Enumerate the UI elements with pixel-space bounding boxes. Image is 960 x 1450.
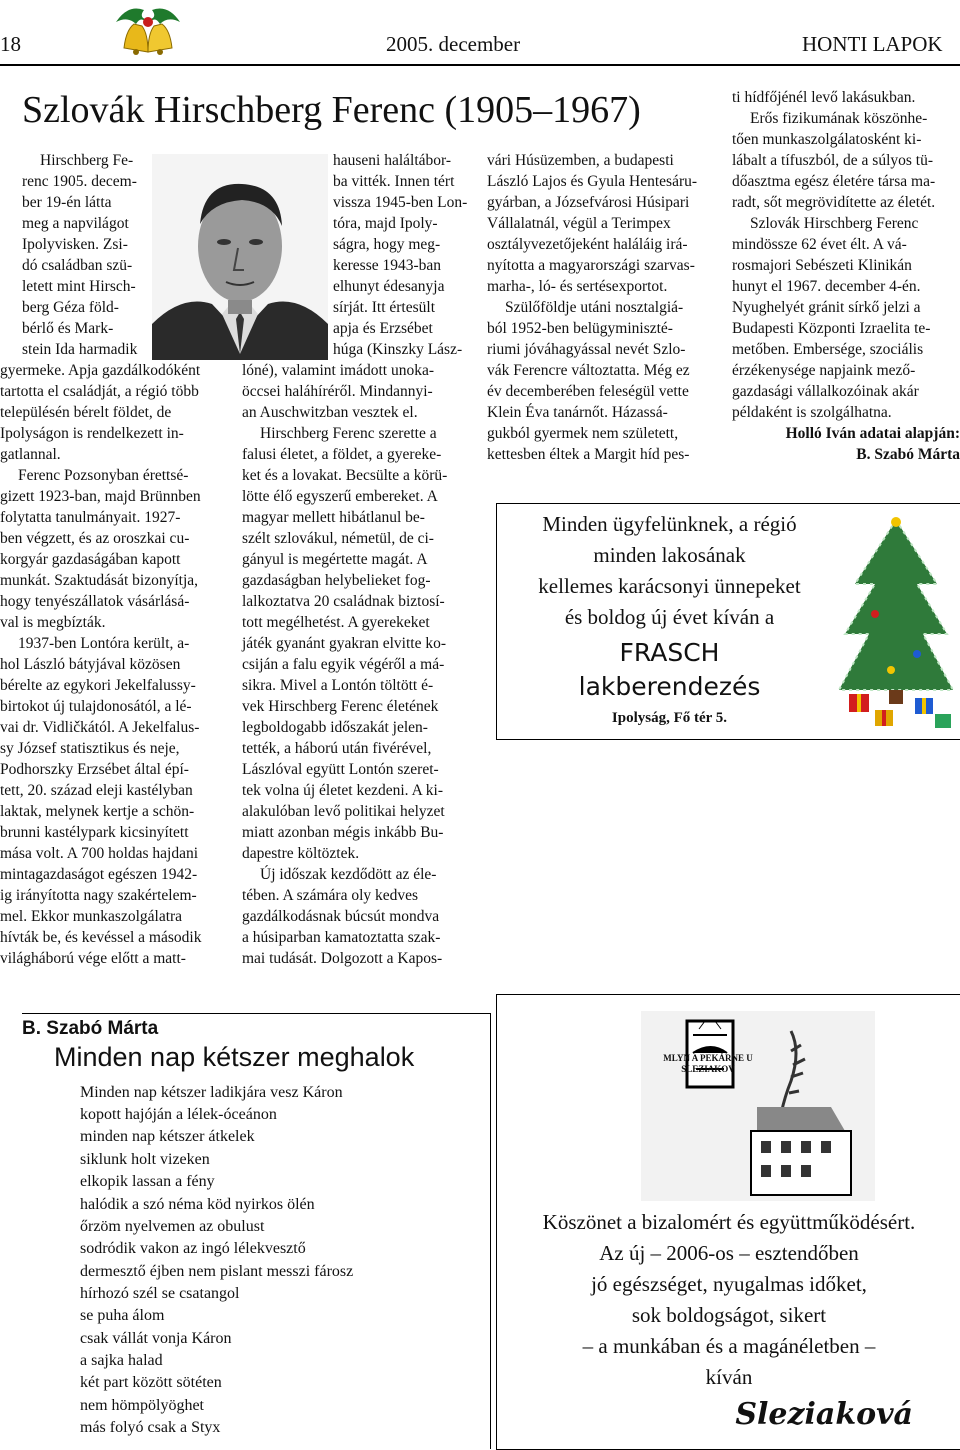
text-line: mintagazdaságot egészen 1942- xyxy=(0,866,198,883)
text-line: stein Ida harmadik xyxy=(22,341,138,358)
ad-text-line: kíván xyxy=(705,1365,753,1389)
text-line: lábalt a tífuszból, de a súlyos tü- xyxy=(732,152,934,169)
text-line: érzékenysége napjaink mező- xyxy=(732,362,916,379)
text-line: sikra. Mivel a Lontón töltött é- xyxy=(242,677,434,694)
article-col2-top xyxy=(333,150,473,360)
poem-box xyxy=(22,1013,491,1449)
text-line: szélt szlovákul, németül, de ci- xyxy=(242,530,434,547)
publication-name: HONTI LAPOK xyxy=(802,32,943,56)
text-line: csiján a falu egyik végéről a má- xyxy=(242,656,445,673)
text-line: gukból gyermek nem született, xyxy=(487,425,679,442)
text-line: világháború vége előtt a matt- xyxy=(0,950,186,967)
christmas-tree-icon xyxy=(835,514,957,732)
poem-line: nem hömpölyöghet xyxy=(80,1397,204,1414)
text-line: elhunyt édesanyja xyxy=(333,278,445,295)
ad-text-line: Az új – 2006-os – esztendőben xyxy=(599,1241,859,1265)
text-line: sírját. Itt értesült xyxy=(333,299,436,316)
text-line: metőben. Embersége, szociális xyxy=(732,341,924,358)
poem-line: elkopik lassan a fény xyxy=(80,1173,215,1190)
article-col4 xyxy=(732,87,960,465)
poem-line: csak vállát vonja Káron xyxy=(80,1330,232,1347)
text-line: településén bérelt földet, de xyxy=(0,404,172,421)
text-line: meg a napvilágot xyxy=(22,215,129,232)
poem-line: kopott hajóján a lélek-óceánon xyxy=(80,1106,277,1123)
text-line: radt, sőt megrövidítette az életét. xyxy=(732,194,936,211)
text-line: gazdasági vállalkozóinak akár xyxy=(732,383,919,400)
text-line: tóra, majd Ipoly- xyxy=(333,215,438,232)
text-line: gazdálkodásnak búcsút mondva xyxy=(242,908,440,925)
text-line: tében. A számára oly kedves xyxy=(242,887,419,904)
text-line: hívták be, és kevéssel a második xyxy=(0,929,202,946)
frasch-name: FRASCH xyxy=(619,638,720,667)
text-line: legboldogabb időszakát jelen- xyxy=(242,719,428,736)
text-line: gizett 1923-ban, majd Brünnben xyxy=(0,488,201,505)
text-line: hauseni haláltábor- xyxy=(333,152,452,169)
text-line: Ipolyvisken. Zsi- xyxy=(22,236,128,253)
ad-text-line: és boldog új évet kíván a xyxy=(564,605,775,629)
text-line: tően munkaszolgálatosként ki- xyxy=(732,131,922,148)
text-line: ságra, hogy meg- xyxy=(333,236,441,253)
ad-text-line: sok boldogságot, sikert xyxy=(631,1303,827,1327)
text-line: vek Hirschberg Ferenc életének xyxy=(242,698,439,715)
ad-text-line: jó egészséget, nyugalmas időket, xyxy=(591,1272,867,1296)
poem-line: a sajka halad xyxy=(80,1352,163,1369)
poem-line: siklunk holt vizeken xyxy=(80,1151,210,1168)
text-line: tott megélhetést. A gyerekeket xyxy=(242,614,430,631)
text-line: falusi életet, a földet, a gyereke- xyxy=(242,446,442,463)
text-line: hunyt el 1967. december 4-én. xyxy=(732,278,921,295)
text-line: 1937-ben Lontóra került, a- xyxy=(18,635,190,652)
text-line: ig irányította nagy szakértelem- xyxy=(0,887,197,904)
issue-date: 2005. december xyxy=(386,32,521,56)
text-line: Nyughelyét gránit sírkő jelzi a xyxy=(732,299,921,316)
ad-text-line: Minden ügyfelünknek, a régió xyxy=(542,512,797,536)
text-line: játék gyanánt gyakran elvitte ko- xyxy=(242,635,447,652)
text-line: Hirschberg Ferenc szerette a xyxy=(260,425,437,442)
text-line: vai dr. Vidličkától. A Jekelfalus- xyxy=(0,719,200,736)
bakery-logo-image xyxy=(641,1011,875,1201)
article-col1-bottom xyxy=(0,360,232,969)
text-line: mindössze 62 évet élt. A vá- xyxy=(732,236,907,253)
text-line: lötte élő egyszerű embereket. A xyxy=(242,488,438,505)
page-number: 18 xyxy=(0,32,21,56)
text-line: vák Ferencre változtatta. Még ez xyxy=(487,362,690,379)
text-line: alakulóban levő politikai helyzet xyxy=(242,803,445,820)
text-line: kettesben éltek a Margit híd pes- xyxy=(487,446,690,463)
article-source: Holló Iván adatai alapján: xyxy=(785,425,960,442)
text-line: korgyár gazdaságában kapott xyxy=(0,551,181,568)
signature: Sleziaková xyxy=(735,1397,913,1432)
text-line: hol László bátyjával közösen xyxy=(0,656,181,673)
poem-line: hírhozó szél se csatangol xyxy=(80,1285,240,1302)
text-line: Budapesti Központi Izraelita te- xyxy=(732,320,931,337)
ad-text-line: Köszönet a bizalomért és együttműködésért. xyxy=(542,1210,916,1234)
text-line: ber 19-én látta xyxy=(22,194,112,211)
text-line: lóné), valamint imádott unoka- xyxy=(242,362,434,379)
text-line: miatt azonban mégis inkább Bu- xyxy=(242,824,444,841)
text-line: munkát. Szaktudását bizonyítja, xyxy=(0,572,199,589)
text-line: sy József statisztikus és neje, xyxy=(0,740,180,757)
text-line: Vállalatnál, végül a Terimpex xyxy=(487,215,671,232)
text-line: Ferenc Pozsonyban érettsé- xyxy=(18,467,189,484)
text-line: Klein Éva tanárnőt. Házassá- xyxy=(487,404,668,421)
text-line: dapestre költöztek. xyxy=(242,845,360,862)
poem-title: Minden nap kétszer meghalok xyxy=(54,1042,415,1072)
frasch-subtitle: lakberendezés xyxy=(578,672,761,701)
text-line: folytatta tanulmányait. 1927- xyxy=(0,509,181,526)
text-line: Szülőföldje utáni nosztalgiá- xyxy=(505,299,684,316)
poem-line: halódik a szó néma köd nyirkos ölén xyxy=(80,1196,315,1213)
text-line: gyermeke. Apja gazdálkodóként xyxy=(0,362,201,379)
poem-line: más folyó csak a Styx xyxy=(80,1419,221,1436)
text-line: letett mint Hirsch- xyxy=(22,278,136,295)
frasch-address: Ipolyság, Fő tér 5. xyxy=(611,710,728,726)
frasch-ad xyxy=(496,503,960,740)
text-line: tek volna új életet kezdeni. A ki- xyxy=(242,782,444,799)
text-line: Erős fizikumának köszönhe- xyxy=(750,110,928,127)
article-title: Szlovák Hirschberg Ferenc (1905–1967) xyxy=(22,89,641,131)
christmas-bells-icon xyxy=(108,2,188,62)
text-line: vári Húsüzemben, a budapesti xyxy=(487,152,674,169)
text-line: birtokot új tulajdonosától, a lé- xyxy=(0,698,192,715)
text-line: gyárban, a Józsefvárosi Húsipari xyxy=(487,194,690,211)
text-line: dó családban szü- xyxy=(22,257,133,274)
poem-line: őrzöm nyelvemen az obulust xyxy=(80,1218,265,1235)
text-line: tett, 20. század eleji kastélyban xyxy=(0,782,193,799)
portrait-photo xyxy=(152,154,328,360)
poem-line: se puha álom xyxy=(80,1307,165,1324)
text-line: tartotta el családját, a régió több xyxy=(0,383,199,400)
text-line: brunni kastélypark kicsinyített xyxy=(0,824,189,841)
text-line: ket és a lovakat. Becsülte a körü- xyxy=(242,467,448,484)
text-line: gányul is megértette magát. A xyxy=(242,551,428,568)
text-line: apja és Erzsébet xyxy=(333,320,433,337)
text-line: rosmajori Sebészeti Klinikán xyxy=(732,257,912,274)
poem-line: dermesztő éjben nem pislant messzi fárosz xyxy=(80,1263,354,1280)
text-line: példaként is szolgálhatna. xyxy=(732,404,892,421)
text-line: laktak, melynek kertje a schön- xyxy=(0,803,195,820)
text-line: öccsei haláhíréről. Mindannyi- xyxy=(242,383,433,400)
text-line: ból 1952-ben belügyminiszté- xyxy=(487,320,673,337)
article-author: B. Szabó Márta xyxy=(856,446,960,463)
text-line: Podhorszky Erzsébet által épí- xyxy=(0,761,189,778)
ad-text-line: – a munkában és a magánéletben – xyxy=(582,1334,876,1358)
text-line: bérlő és Mark- xyxy=(22,320,114,337)
text-line: lalkoztatva 20 családnak biztosí- xyxy=(242,593,445,610)
text-line: an Auschwitzban vesztek el. xyxy=(242,404,418,421)
text-line: bérelte az egykori Jekelfalussy- xyxy=(0,677,196,694)
poem-line: minden nap kétszer átkelek xyxy=(80,1128,255,1145)
text-line: ba vitték. Innen tért xyxy=(333,173,455,190)
text-line: keresse 1943-ban xyxy=(333,257,442,274)
text-line: tették, a háború után fivérével, xyxy=(242,740,432,757)
ad-text-line: minden lakosának xyxy=(593,543,746,567)
article-col3 xyxy=(487,150,718,465)
text-line: mai tudását. Dolgozott a Kapos- xyxy=(242,950,443,967)
poem-line: sodródik vakon az ingó lélekvesztő xyxy=(80,1240,306,1257)
text-line: Lászlóval együtt Lontón szeret- xyxy=(242,761,439,778)
text-line: magyar mellett hibátlanul be- xyxy=(242,509,425,526)
text-line: gazdaságban helybelieket fog- xyxy=(242,572,431,589)
header-rule xyxy=(0,64,960,66)
text-line: év decemberében feleségül vette xyxy=(487,383,689,400)
bakery-logo-text: MLYN A PEKÁRNE U SLEZIAKOV xyxy=(663,1053,753,1074)
poem-author: B. Szabó Márta xyxy=(22,1018,159,1039)
text-line: a húsiparban kamatoztatta szak- xyxy=(242,929,441,946)
text-line: Új időszak kezdődött az éle- xyxy=(260,866,437,883)
text-line: renc 1905. decem- xyxy=(22,173,137,190)
text-line: mása volt. A 700 holdas hajdani xyxy=(0,845,199,862)
text-line: vissza 1945-ben Lon- xyxy=(333,194,468,211)
text-line: val is megbízták. xyxy=(0,614,106,631)
text-line: hogy tenyészállatok vásárlásá- xyxy=(0,593,190,610)
article-col2-bottom xyxy=(242,360,474,969)
text-line: gatlannal. xyxy=(0,446,61,463)
text-line: Ipolyságon is rendelkezett in- xyxy=(0,425,184,442)
bakery-ad xyxy=(496,994,960,1450)
poem-line: két part között sötéten xyxy=(80,1374,222,1391)
text-line: dőasztma egész életére társa ma- xyxy=(732,173,936,190)
poem-line: Minden nap kétszer ladikjára vesz Káron xyxy=(80,1084,343,1101)
article-col1-top xyxy=(22,150,148,360)
text-line: osztályvezetőjeként haláláig irá- xyxy=(487,236,688,253)
text-line: ti hídfőjénél levő lakásukban. xyxy=(732,89,916,106)
text-line: mel. Ekkor munkaszolgálatra xyxy=(0,908,183,925)
text-line: nyította a magyarországi szarvas- xyxy=(487,257,695,274)
text-line: riumi jóváhagyással nevét Szlo- xyxy=(487,341,686,358)
text-line: húga (Kinszky Lász- xyxy=(333,341,463,358)
text-line: Hirschberg Fe- xyxy=(40,152,134,169)
text-line: marha-, ló- és sertésexportot. xyxy=(487,278,668,295)
text-line: ben végzett, és az oroszkai cu- xyxy=(0,530,190,547)
ad-text-line: kellemes karácsonyi ünnepeket xyxy=(538,574,801,598)
text-line: berg Géza föld- xyxy=(22,299,119,316)
text-line: Szlovák Hirschberg Ferenc xyxy=(750,215,919,232)
text-line: László Lajos és Gyula Hentesáru- xyxy=(487,173,698,190)
